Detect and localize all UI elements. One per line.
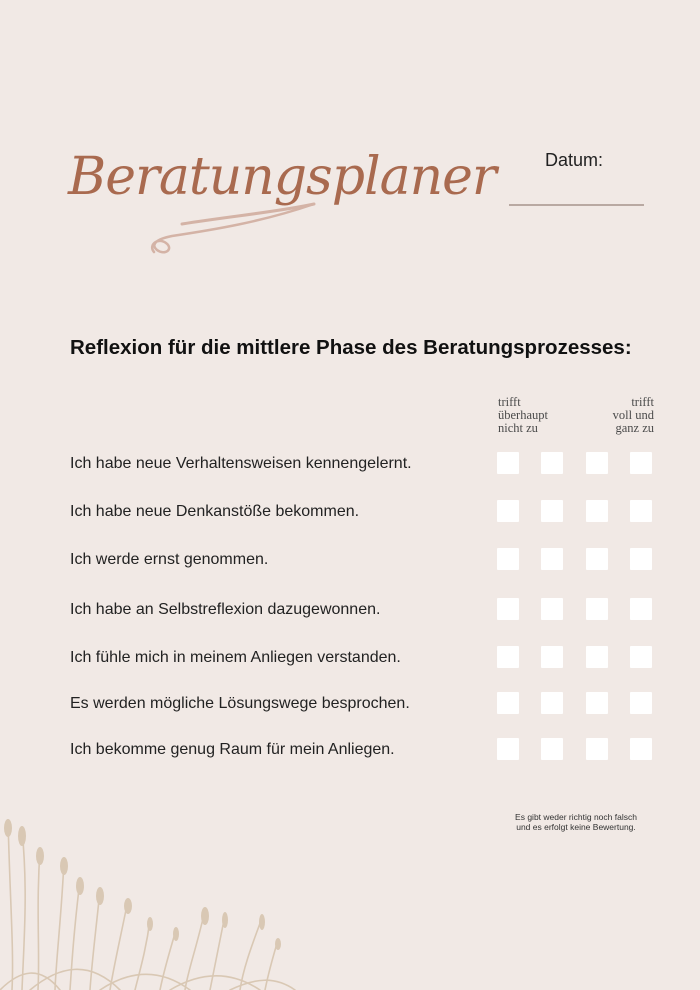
statement-row <box>0 738 700 766</box>
statement-text: Es werden mögliche Lösungswege besprochen. <box>70 695 410 712</box>
statement-row <box>0 598 700 626</box>
rating-checkbox-4[interactable] <box>630 548 652 570</box>
rating-checkbox-1[interactable] <box>497 646 519 668</box>
rating-checkbox-2[interactable] <box>541 452 563 474</box>
rating-checkbox-2[interactable] <box>541 500 563 522</box>
rating-checkbox-2[interactable] <box>541 598 563 620</box>
section-heading: Reflexion für die mittlere Phase des Beratungsprozesses: <box>70 336 632 359</box>
statement-text: Ich fühle mich in meinem Anliegen verstanden. <box>70 649 401 666</box>
statement-text: Ich bekomme genug Raum für mein Anliegen. <box>70 741 395 758</box>
rating-checkbox-3[interactable] <box>586 548 608 570</box>
logo-title: Beratungsplaner <box>68 147 496 207</box>
statement-row <box>0 452 700 480</box>
rating-checkbox-3[interactable] <box>586 452 608 474</box>
statement-row <box>0 646 700 674</box>
statement-text: Ich werde ernst genommen. <box>70 551 269 568</box>
rating-checkbox-1[interactable] <box>497 738 519 760</box>
rating-checkbox-2[interactable] <box>541 548 563 570</box>
rating-checkbox-3[interactable] <box>586 598 608 620</box>
rating-checkbox-4[interactable] <box>630 646 652 668</box>
rating-checkbox-1[interactable] <box>497 452 519 474</box>
grass-decoration-icon <box>0 800 300 990</box>
statement-text: Ich habe neue Denkanstöße bekommen. <box>70 503 360 520</box>
rating-checkbox-1[interactable] <box>497 598 519 620</box>
rating-checkbox-2[interactable] <box>541 692 563 714</box>
rating-checkbox-1[interactable] <box>497 500 519 522</box>
footer-note: Es gibt weder richtig noch falsch und es erfolgt keine Bewertung. <box>515 812 637 832</box>
rating-checkbox-2[interactable] <box>541 646 563 668</box>
rating-checkbox-2[interactable] <box>541 738 563 760</box>
date-label: Datum: <box>545 150 604 170</box>
statement-text: Ich habe neue Verhaltensweisen kennengelernt. <box>70 455 412 472</box>
statement-row <box>0 500 700 528</box>
rating-checkbox-3[interactable] <box>586 692 608 714</box>
rating-checkbox-4[interactable] <box>630 500 652 522</box>
rating-checkbox-4[interactable] <box>630 738 652 760</box>
statement-text: Ich habe an Selbstreflexion dazugewonnen. <box>70 601 381 618</box>
scale-label-high: trifft voll und ganz zu <box>612 395 654 435</box>
statement-row <box>0 548 700 576</box>
beratungsplaner-logo <box>62 112 496 272</box>
rating-checkbox-4[interactable] <box>630 692 652 714</box>
rating-checkbox-4[interactable] <box>630 598 652 620</box>
rating-checkbox-1[interactable] <box>497 548 519 570</box>
rating-checkbox-3[interactable] <box>586 500 608 522</box>
statement-row <box>0 692 700 720</box>
rating-checkbox-4[interactable] <box>630 452 652 474</box>
rating-checkbox-1[interactable] <box>497 692 519 714</box>
scale-label-low: trifft überhaupt nicht zu <box>498 395 548 435</box>
rating-checkbox-3[interactable] <box>586 646 608 668</box>
rating-checkbox-3[interactable] <box>586 738 608 760</box>
date-input-line[interactable] <box>509 204 644 206</box>
